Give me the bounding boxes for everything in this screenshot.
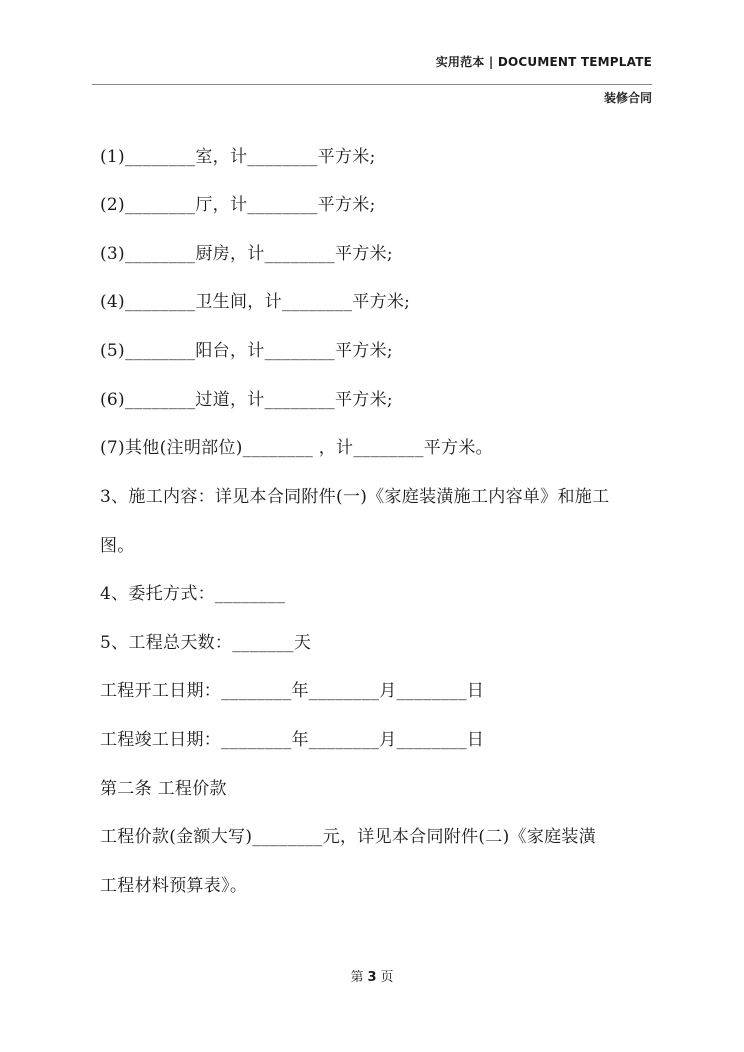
page-footer: [0, 966, 744, 985]
page-number: 3: [367, 970, 377, 985]
text-line: 工程材料预算表》。: [100, 876, 248, 896]
text-line: (2)________厅，计________平方米;: [100, 195, 376, 215]
text-line: 工程开工日期：________年________月________日: [100, 681, 485, 701]
text-line: 4、委托方式：________: [100, 584, 286, 604]
text-line: (1)________室，计________平方米;: [100, 147, 376, 167]
text-line: (4)________卫生间，计________平方米;: [100, 292, 411, 312]
text-line: 3、施工内容：详见本合同附件(一)《家庭装潢施工内容单》和施工: [100, 487, 610, 507]
text-line: 5、工程总天数：_______天: [100, 633, 312, 653]
text-line: 工程价款(金额大写)________元，详见本合同附件(二)《家庭装潢: [100, 827, 597, 847]
header-title: 实用范本 | DOCUMENT TEMPLATE: [435, 55, 652, 69]
section-heading: 第二条 工程价款: [100, 779, 227, 799]
page-suffix: 页: [380, 970, 394, 985]
header-divider: [92, 84, 652, 85]
text-line: (6)________过道，计________平方米;: [100, 390, 393, 410]
text-line: (7)其他(注明部位)________ ，计________平方米。: [100, 438, 493, 458]
text-line: 工程竣工日期：________年________月________日: [100, 730, 485, 750]
text-line: (3)________厨房，计________平方米;: [100, 244, 393, 264]
text-line: (5)________阳台，计________平方米;: [100, 341, 393, 361]
page-prefix: 第: [350, 970, 364, 985]
header-subtitle: 装修合同: [603, 91, 652, 105]
text-line: 图。: [100, 536, 135, 556]
